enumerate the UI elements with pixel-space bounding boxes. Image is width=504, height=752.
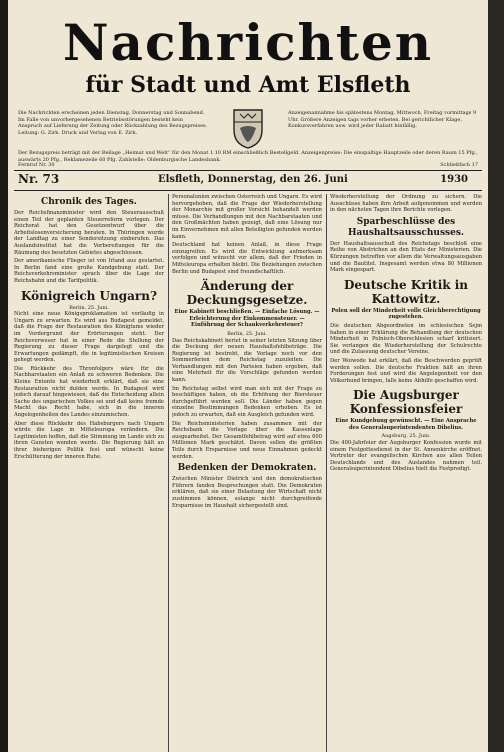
article-text: Der Woiwode hat erklärt, daß die Beschwerden geprüft werden sollen. Die deutsche Fraktion hält an ihren Forderungen fest und wird die Angelegenheit vor den Völkerbund bringen, falls keine Abhilfe geschaffen wird. — [330, 357, 482, 384]
column-divider — [168, 194, 169, 752]
article-text: Wiederherstellung der Ordnung zu sichern. Die Ausschüsse haben ihre Arbeit aufgenommen und werden in den nächsten Tagen ihre Berichte vorlegen. — [330, 194, 482, 214]
newspaper-subtitle: für Stadt und Amt Elsfleth — [85, 72, 411, 98]
article-text: Im Reichstag selbst wird man sich mit der Frage zu beschäftigen haben, ob die Erhöhung der Biersteuer durchgeführt werden soll. Die Länder haben gegen einzelne Bestimmungen Bedenken erhoben. Es ist jedoch zu erwarten, daß ein Ausgleich gefunden wird. — [172, 385, 322, 419]
issue-dateline — [18, 172, 478, 188]
issue-date: Elsfleth, Donnerstag, den 26. Juni — [158, 174, 348, 185]
article-headline: Königreich Ungarn? — [20, 288, 157, 303]
coat-of-arms-icon — [230, 106, 266, 150]
issue-year: 1930 — [440, 174, 468, 185]
article-text: Die Reichsministerien haben zusammen mit der Reichsbank die Vorlage über die Kassenlage ausgearbeitet. Der Gesamtfehlbetrag wird auf etwa 600 Millionen Mark geschätzt. Davon sollen die größten Teile durch Ersparnisse und neue Einnahmen gedeckt werden. — [172, 420, 322, 460]
column-divider — [326, 194, 327, 752]
column-1 — [14, 194, 164, 752]
article-dateline: Berlin, 25. Juni. — [227, 330, 267, 337]
article-subheadline: Eine Kabinett beschließen. — Einfache Lösung. — Erleichterung der Einkommensteuer. — Einführung der Schankverkehrsteuer? — [174, 309, 320, 329]
issue-number: Nr. 73 — [18, 172, 60, 186]
newspaper-title: Nachrichten — [62, 13, 434, 72]
article-text: Die deutschen Abgeordneten im schlesischen Sejm haben in einer Erklärung die Behandlung der deutschen Minderheit in Polnisch-Oberschlesien scharf kritisiert. Sie verlangen die Wiederherstellung der Schulrechte und die Zulassung deutscher Vereine. — [330, 322, 482, 356]
article-subheadline: Polen soll der Minderheit volle Gleichberechtigung zugestehen. — [331, 307, 481, 321]
page-edge — [488, 0, 504, 752]
divider — [14, 190, 482, 191]
article-text: Der amerikanische Flieger ist von Irland aus gestartet. In Berlin fand eine große Kundgebung statt. Der Reichsverkehrsminister sprach über die Lage der Reichsbahn und die Tarifpolitik. — [14, 258, 164, 284]
masthead — [8, 6, 488, 98]
article-headline: Änderung der Deckungsgesetze. — [186, 279, 308, 308]
post-box: Schließfach 17 — [440, 162, 478, 168]
article-headline: Chronik des Tages. — [41, 197, 137, 207]
article-headline: Deutsche Kritik in Kattowitz. — [343, 277, 469, 306]
article-text: Zwischen Minister Dietrich und den demokratischen Führern fanden Besprechungen statt. Die Demokraten erklären, daß sie einer Belastung der Wirtschaft nicht zustimmen können, solange nicht durchgreifende Ersparnisse im Haushalt sichergestellt sind. — [172, 476, 322, 509]
article-dateline: Augsburg, 25. Juni. — [381, 433, 431, 440]
advertising-info: Anzeigenannahme bis spätestens Montag, Mittwoch, Freitag vormittags 9 Uhr. Größere Anzeigen tags vorher erbeten. Bei gerichtlicher Klage, Konkursverfahren usw. wird jeder Rabatt hinfällig. — [288, 110, 477, 129]
article-text: Der Reichsfinanzminister wird den Steuerausschuß einen Teil der geplanten Steuerreform vorlegen. Der Reichsrat hat den Gesetzentwurf über die Arbeitslosenversicherung beraten. In Thüringen wurde der Landtag zu einer Sondersitzung einberufen. Das Auslandsinstitut hat die Vorbereitungen für die Räumung des besetzten Gebietes abgeschlossen. — [14, 210, 164, 256]
article-text: Aber diese Rückkehr des Habsburgers nach Ungarn würde die Lage in Mitteleuropa verändern. Die Legitimisten hoffen, daß die Stimmung im Lande sich zu ihren Gunsten wenden werde. Die Regierung hält an ihrer bisherigen Politik fest und wünscht keine Erschütterung der inneren Ruhe. — [14, 420, 164, 460]
article-text: Deutschland hat keinen Anlaß, in diese Frage einzugreifen. Es wird die Entwicklung aufmerksam verfolgen und wünscht vor allem, daß der Frieden in Mitteleuropa erhalten bleibt. Die Beziehungen zwischen Berlin und Budapest sind freundschaftlich. — [172, 242, 322, 275]
article-dateline: Berlin, 25. Juni. — [69, 304, 109, 311]
contact-row — [18, 162, 478, 168]
publication-info: Die Nachrichten erscheinen jeden Dienstag, Donnerstag und Sonnabend. Im Falle von unvorhergesehenen Betriebsstörungen besteht kein Anspruch auf Lieferung der Zeitung oder Rückzahlung des Bezugspreises. Leitung: G. Zirk. Druck und Verlag von E. Zirk. — [18, 110, 208, 136]
info-row — [18, 110, 478, 152]
newspaper-page — [8, 0, 488, 752]
article-columns — [14, 194, 482, 752]
article-text: Der Haushaltsausschuß des Reichstags beschloß eine Reihe von Abstrichen an den Etats der Ministerien. Die Kürzungen betreffen vor allem die Verwaltungsausgaben und die Bautitel. Insgesamt werden etwa 80 Millionen Mark eingespart. — [330, 240, 482, 274]
column-3 — [330, 194, 482, 752]
subscription-note: Der Bezugspreis beträgt mit der Beilage „Heimat und Welt“ für den Monat 1.10 RM einschließlich Bestellgeld. Anzeigenpreise: Die einspaltige Hauptzeile oder deren Raum 15 Pfg., auswärts 20 Pfg., Reklamezeile 60 Pfg. Zahlstelle: Oldenburgische Landesbank. — [18, 150, 478, 163]
article-headline: Die Augsburger Konfessionsfeier — [349, 388, 463, 417]
article-headline: Sparbeschlüsse des Haushaltsausschusses. — [347, 216, 465, 238]
article-subheadline: Eine Kundgebung gewünscht. — Eine Ansprache des Generalsuperintendenten Dibelius. — [335, 418, 477, 431]
divider — [14, 170, 482, 171]
article-text: Personalunion zwischen Österreich und Ungarn. Es wird hervorgehoben, daß die Frage der Wiederherstellung der Monarchie mit großer Vorsicht behandelt werden müsse. Die Verhandlungen mit den Nachbarstaaten und den Großmächten haben gezeigt, daß eine Lösung nur im Einvernehmen mit allen Beteiligten gefunden werden kann. — [172, 194, 322, 240]
article-text: Die Rückkehr des Thronfolgers wäre für die Nachbarstaaten ein Anlaß zu schweren Bedenken. Die Kleine Entente hat wiederholt erklärt, daß sie eine Restauration nicht dulden werde. In Budapest wird jedoch darauf hingewiesen, daß die Entscheidung allein Sache des ungarischen Volkes sei und daß keine fremde Macht das Recht habe, sich in die inneren Angelegenheiten des Landes einzumischen. — [14, 365, 164, 419]
phone-number: Fernruf Nr. 30 — [18, 162, 55, 168]
article-headline: Bedenken der Demokraten. — [177, 463, 317, 474]
article-text: Die 400-Jahrfeier der Augsburger Konfession wurde mit einem Festgottesdienst in der St. Annenkirche eröffnet. Vertreter der evangelischen Kirchen aus allen Teilen Deutschlands und des Auslandes nahmen teil. Generalsuperintendent Dibelius hielt die Festpredigt. — [330, 440, 482, 473]
article-text: Das Reichskabinett beriet in seiner letzten Sitzung über die Deckung der neuen Haushaltsfehlbeträge. Die Regierung ist bestrebt, die Vorlage noch vor den Sommerferien dem Reichstag zuzuleiten. Die Verhandlungen mit den Parteien haben ergeben, daß eine Mehrheit für die Vorschläge gefunden werden kann. — [172, 337, 322, 384]
article-text: Nicht eine neue Königsproklamation ist vorläufig in Ungarn zu erwarten. Es wird aus Budapest gemeldet, daß die Frage der Restauration des Königtums wieder im Vordergrund der Erörterungen steht. Der Reichsverweser hat in einer Rede die Stellung der Regierung zu dieser Frage dargelegt und die Erwartungen gedämpft, die in legitimistischen Kreisen gehegt werden. — [14, 311, 164, 364]
column-2 — [172, 194, 322, 752]
